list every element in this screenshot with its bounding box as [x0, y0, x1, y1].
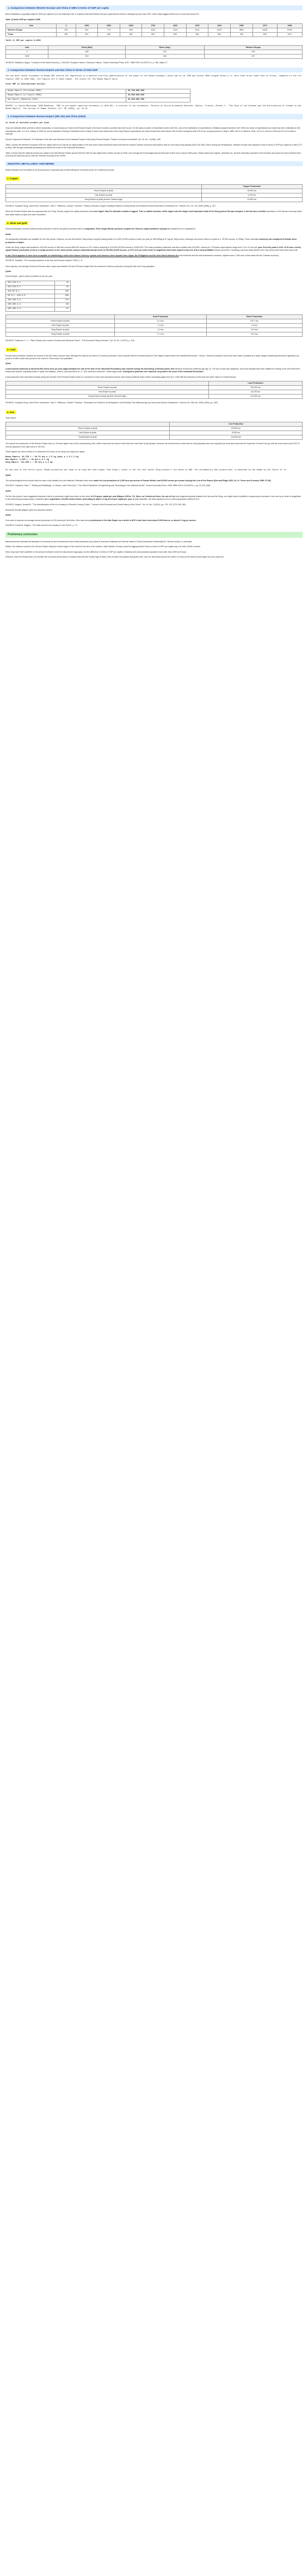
table-row: 100-200 A.D. 170 [6, 298, 71, 302]
paragraph: If we were to assume an average annual production of 100 tonnes per first office, then total annual production in the Han Empire as a whole in 8CE c'ouid have been about 5,000 tonnes, or about 0.1 kg per person. [5, 519, 196, 522]
table-row: Han Empire (Maddison 2010) 26,820,000,000 [6, 98, 190, 102]
quote-label: Quote [5, 270, 11, 273]
paragraph: Under the Song, output was boosted to 100,000 ounces or 966 and a record 880,000 ounces in 1017 before dropping to 215,000-220,000 ounces in 1049/1078. The most productive prefecture was then credited with 150,000+ ounces per 178 these output figures range from 3.4 to 11 tons per year. Even the peak in 1012, at 31 tons, merely equals Roman production levels in a single province in the same period, and pre-industrial annual levels of 100,000-10,000 ounces, or 37% of it, an entire order of magnitude lower than output in any one of the most profitable Roman provinces. If anything, precious metal yields in the Han period must have been lower still... [5, 246, 301, 252]
table-row: 200-300 A.D. 80 [6, 302, 71, 307]
paragraph: Rather, the evidence points to the Roman Empire being the richest region of the world for the time of its duration, while Western Europe would be lagging behind China in terms of GDP per capita only a bit later (1000) it seems. [5, 545, 201, 548]
table-row: Han Empire at peak 5,000 ton [6, 431, 303, 435]
iron-per-capita-calculation: Roman Empire: 84,750 t / 60-70 mio ▶ 1.5 kg (max) ▶ 1.4-1.2 kg Han Empire: 5,000 t / 58 mio ▶ 0.1 kg Song Empire: 114,000 t / 89 mio ▶ 1.2 kg [5, 456, 78, 464]
source-citation: SOURCE: Patterson, C. C.: "Silver Stocks and Losses in Ancient and Medieval Times", "The Economic History Review", Vol. 25, No. 2 (1972), p. 228 [5, 339, 134, 342]
paragraph: Table 2 shows that the national product per capita in the late Roman Empire around 300 AD (183 IU) was higher than China's as late as 1933, even though the technological gulf at that point of time was of about 2000 years. Steam ships and engines, electricity etc. all were obviously unknown to the Romans and could not have bolstered their economy the way they did so with the Chinese economy of the 1930s. [5, 151, 301, 157]
table-row: Song Empire at peak (at time Chinese high) 113,000 ton [6, 395, 303, 399]
table-caption: Table 1) World GDP per Capita 0-1998 [5, 18, 40, 21]
table-row: 300-400 A.D. 25 [6, 307, 71, 311]
paragraph: These figures we need to factor in to determine the focus of our study, the output per capita: [5, 451, 85, 453]
section-heading-1: 1. Comparison between Western Europe and China 0-1990 in terms of GDP per capita [5, 5, 303, 10]
paragraph: Since the Roman Empire was two populous than the Song, Roman copper per capita production was even higher than the absolute numbers suggest. This is notable because, while copper was the single most important metal of the Song period, Europe-compare, it did not have a similar importance in the Roman economy which was rather based on gold and silver circulation. [5, 210, 303, 216]
gdp-table: Year 0 1000 1500 1600 1700 1820 1870 1913 1950 1973 1998 Western Europe 576 440 774 894 1024 1023 3174 3473 4594 11534 17921 China 450 510 600 600 600 600 530 552 439 839 3117 [5, 23, 303, 37]
subheading-silver-gold: 2. Silver and gold [5, 221, 28, 225]
table-row: Song Empire at peak 17.1 ton 31.5 ton [6, 332, 303, 336]
paragraph: For the Han period I have suggested elsewhere that iron production might have been on the order of 0.5 kg per capita per year (Wagner 2001a: 71). Since, as I hinted out there, the use of iron has burgeoned greatly between the Han and the Song, one might read be justified in supposing an increase in iron use by an order of magnitude to the intervening thousand years. Hartwell's figure (equivalent: 114,000 metric tonnes, amounting to about 1.2 kg of iron per capita per year, is quite plausible, but these appears to be no direct guarantee evidence for it. [5, 495, 301, 501]
source-citation: SOURCE: Donald B. Wagner: "The state and the iron industry in Han China", p. 73 [5, 524, 77, 527]
paragraph: Table 1 shows the Western European GDP per capita (440) to be only by an eight smaller in the time when many historians would hold that the ancient Chinese economy had peaked, that is in the early Song dynasty (510). By 1500, that is during the Renaissance, Western Europe has outpaced China in terms of GDP per capita by a third (774 to 600), with the gap constantly increasing ever before the onset of the Industrial Revolution. [5, 143, 302, 149]
copper-table: Copper Production Rome Empire at peak 15,000 ton Han Empire at peak 4,700 ton Song Empire at peak (at time Chinese high) 13,000 ton [5, 184, 303, 202]
table-row: 1000 510 N/A 427 [6, 54, 303, 58]
paragraph: So now that on the fourth count, Roman production per head is as high and even higher than Song's, which is the the real center Song product's too needs to 80%. The contemporary Han product/one; is absorbed by the Roman by the factor of 12. [5, 469, 287, 471]
table-row: Song Empire at peak 114,000 ton [6, 435, 303, 440]
paragraph: However, since the thread does not consider the economic performance of classic India and the Golden Age of Islam, both of which too peaked during this time, even for this limited period the notion of China as the richest world region is as yet unproven. [5, 556, 224, 559]
subheading-lead: 3. Lead [5, 348, 17, 351]
source-citation: SOURCE: Sungmin Hong: Jean-Pierre Candelone, Clair C. Patterson, Claude F. Boutron: "Greenland Ice Evidence of Hemispheric Lead Pollution Two Millennia Ago by Greek and Roman Civilizations", Science Vol. 265, No. 5180 (1994), pp. 1841 [5, 402, 218, 404]
paragraph: Lead production then decreased sharply during the decline of the Roman Empire down to a minimum of only a few thousand tons per year during medieval times, before increasing again from A.D. 1000 with the discovery of the lead and silver mines of Central Europe. [5, 375, 237, 378]
table-row: Rome Empire at peak 750,000 ton [6, 386, 303, 390]
forum-post [0, 0, 308, 563]
table-row: 0 450 570 576 [6, 50, 303, 54]
table-row: Western Europe 576 440 774 894 1024 1023 3174 3473 4594 11534 17921 [6, 28, 303, 33]
table-row: 50 B.C.-100 A.D. 200 [6, 294, 71, 298]
section-heading-4: INDUSTRY, METALLURGY AND MINING [5, 161, 303, 166]
paragraph: In fact China appears to have been incapable of establishing a solid silver-based currency system until massive silver imports from Japan, the Philippines and the New World between the mid-sixteenth and the mid-seventeenth centuries, injected some 7,000 tons of this metal into the Chinese economy. [5, 254, 279, 257]
source-citation: SOURCE: Wagner, Donald B.: "The Administration of the Iron Industry in Eleventh-Century China", "Journal of the Economic and Social History of the Orient", Vol. 44, No. 2 (2001), pp. 175- 197 (175; 181-183) [5, 503, 186, 506]
paragraph: The annual iron production of the Roman Empire was ca. 16 times higher than of the contemporary Han, while it was lower by about a third than the much later Song Dynasty. However, we should keep in mind that the Song dynasty was more populous (in most accounts) than the Imperium, at least if we go with the former (low count 100-70 mio) as opposed to the high count of 120 mio. [5, 443, 300, 448]
table-row: Han Empire at peak 34,700 ton [6, 390, 303, 395]
paragraph: A pronounced maximum of about 80,000 metric tons per year (approximately the rate at the time of the Industrial Revolution) was reached during the flourishing of Roman power and influence around two millennia ago (fig. 4). The use of lead was ubiquitous, and most deposits that were suitable for mining in the Old World were known and worked, especially those in Spain, the Balkans, Greece, and Asia Minor (5, 7). This maximum marks the "oldest large-scale, hemispheric pollution ever reported, long before the onset of the Industrial Revolution... [5, 367, 300, 373]
section-heading-3: 3. Comparison between Roman Empire (300 AD) and China (1933) [5, 114, 303, 119]
conclusion-heading: Preliminary conclusion [5, 532, 303, 538]
source-citation: SOURCE: Craddock, Paul T.: "Mining and Metallurgy", in Oleson, John Peter (ed.): "The Oxford Handbook of Engineering and Technology in the Classical World", Oxford University Press, 2008, ISBN 978-0-19-518731-1, pp. 93-120 (108) [5, 484, 211, 487]
lead-table: Lead Production Rome Empire at peak 750,000 ton Han Empire at peak 34,700 ton Song Empire at peak (at time Chinese high) 113,000 ton [5, 381, 303, 399]
table-row: Roman Empire (Hiroshima 2005) 59,700,000,000 [6, 89, 190, 93]
total-gdp-table [5, 89, 190, 102]
table-row: 350-250 B.C. 45 [6, 281, 71, 285]
table-caption: Table 2) GDP per capita 0-1000 [5, 40, 41, 43]
table-caption: Total GDP in International Dollars [5, 83, 46, 86]
paragraph: Total output: [5, 416, 16, 419]
paragraph: The archaeological record shows that iron was a very familiar low-cost material. Estimates have been made for iron production of 2,250 tons per annum in Roman Britain, and 82,500 tonnes per annum through the rest of the Empire (Sim and Ridge 2002: 23, cf. Cleere and Crossley 1985: 57-86). [5, 479, 272, 482]
source-citation: SOURCE: Maddison, Angus: "Contours of the World Economy, 1-2030 AD: Essays in Macro- Economic History", Oxford University Press, 2007. ISBN 978-0-19-922721-1, p. 382, table A.7. [5, 61, 168, 64]
source-citation: SOURCE: Scheidel, "The monetary systems of the Han and Roman empires" 2009, p. 11 [5, 259, 83, 262]
source-citation: SOURCE: Lo Cascio/Malanima, 2009 Maddison, "GDP in pre-modern agrarian economies (1-1820 AD): a revision of the estimates", Rivista di Storia Economica Scheidel, Walter; Friesen, Steven J.: "The Size of the Economy and the Distribution of Income in the Roman Empire", The Journal of Roman Studies, Vol. 99 (2009), pp. 61-91 [5, 105, 301, 111]
paragraph: Voice (article), the average Greek and Roman silver output was between 90 and 100 times larger than the maximum Chinese production during the Han and Song dynasties. [5, 265, 155, 268]
gold-silver-table: Gold Production Silver Production Rome Empire at peak 11.4 ton 107.1 ton Han Empire at peak 1.2 ton 2.9 ton Tang Empire at peak 4.2 ton 10.6 ton Song Empire at peak 17.1 ton 31.5 ton [5, 314, 303, 337]
quote-label: Quote [5, 514, 11, 517]
paragraph: Only one estimate which permits a direct comparison of real product per head of the Roman Empire with that of modern countries has been found. On the basis of prices in Diocletian's edict of AD 301, and of the distribution of expenditures of Balkan peasant families in the 1920s the value of expenditures per adult has been estimated at 183 international units. In U.S.A. dollars of 1925-34. As the standard of living in Diocletian's time is likely to have been below that of the early Empire expenditures per adult should have been above 200 IU which compares with 375 IU per occupied person in Italy in 1850, 300 IU in Brazil in 1928, 110 IU in China in 1933 and 212 IU in India in 1867/68. [5, 127, 300, 136]
paragraph: Roman lead production reached an amount of 80,000 metric tons per year, although the authors are silent on Chinese production, they conclude that the Romans achieved "the largest output before the Industrial Revolution". Hence, Chinese production must have been lower, probably by a large margin considering that lead is typically a by-product of silver which was proved to be mined in China only in low quantities. [5, 354, 300, 360]
table-row: Rome Empire at peak 82,500 ton [6, 427, 303, 431]
gdp-table-2: Year China (Han) Rome (Imp.) Western Europe 0 450 570 576 1000 510 N/A 427 [5, 45, 303, 59]
source-citation: Source: Raymond Goldsmith: "An Estimate of the Size and Structure of the National Product of the Early Roman Empire", Review of Income and Wealth, Vol. 30, No. 3 (1984), 283. [5, 138, 161, 141]
paragraph: Below Maddison's population data for GDP per capita for the 1st millennium AD. It surprises that that Western Europe outperformed China in antiquity by more than 20%, while it later lagged behind by no more than about 5%. [5, 13, 200, 16]
quote-label: Quote [5, 362, 11, 365]
table-row: Song Empire at peak (at time Chinese high) 13,000 ton [6, 197, 303, 202]
paragraph: The two most recent estimates of Roman GDP confirm the impression of a massive overflow (monetization of the power of the Roman economy), which was by ca. 800 and around 4000 dropped below (i.e. more than three times that of China). Compared to the old figures (GDP in 2004 US$), the figures are 3 times higher. The totals for the Roman Empire were: [5, 75, 301, 81]
table-row: Han Empire at peak 1.2 ton 2.9 ton [6, 323, 303, 328]
paragraph: Roma Empire : gold & silver production in ton per year [5, 275, 53, 278]
table-row: Rome Empire at peak 11.4 ton 107.1 ton [6, 319, 303, 323]
source-citation: SOURCE: Sungmin Hong: Jean-Pierre Candelone, Clair C. Patterson, Claude F. Boutron: "History of Ancient Copper Smelting Pollution During Roman and Medieval Times Recorded in Greenland Ice", Science Vol. 272. No. 5259 (1996), p. 247 [5, 204, 216, 207]
paragraph: Roman production exceeds Chinese peak production of silver and gold by several orders of magnitude: Even single Roman producer surpass the Chinese output (whatever dynasty is considered for a comparison): [5, 228, 196, 231]
iron-table: Iron Production Rome Empire at peak 82,500 ton Han Empire at peak 5,000 ton Song Empire at peak 114,000 ton [5, 422, 303, 440]
subheading-copper: 1. Copper [5, 177, 20, 180]
table-row: 250-150 B.C. 55 [6, 285, 71, 289]
quote-label: Quote [5, 474, 11, 477]
paragraph: No comparable estimates are available for the Han period. However, we are told that the Tang empire enjoyed mining yields of 12,000-15,000 ounces of silver per year (or 450-500kg at 37 kg per Tang ounce), although one source refers to a yield of c. 25,000 ounces, or 930kg. These rates are extremely low compared to Roman silver production in Spain. [5, 238, 297, 244]
subheading: in terms of national product per head [5, 122, 49, 124]
section-heading-2: 2. Comparison between Roman Empire and Han China in terms of total GDP [5, 68, 303, 72]
gold-silver-history-table [5, 281, 71, 312]
subheading-iron: 4. Iron [5, 410, 16, 414]
table-row: China 450 510 600 600 600 600 530 552 439 839 3117 [6, 33, 303, 37]
table-row: Rome Empire at peak 15,000 ton [6, 189, 303, 193]
paragraph: Since may have been wealthier in the period in between since the data shows huge gaps, but the difference in terms of GDP per capita is relatively slim and probably surpassed much later than 1500 by Europe. [5, 550, 187, 553]
table-row: Tang Empire at peak 4.2 ton 10.6 ton [6, 328, 303, 332]
paragraph: Macroeconomic estimates by historians of economy as well as inferences from metal production by product of economic indicators tell that the notion of China having been historically the "richest country" is untenable. [5, 541, 193, 543]
paragraph: Elsewhere Donald Wagner gives the absolute number: [5, 509, 53, 511]
quote-label: Quote [5, 490, 11, 493]
paragraph: Metal extraction and circulation is by all accounts an important way of determining the economic power of a national economy. [5, 168, 115, 171]
table-row: 150-50 B.C. 100 [6, 289, 71, 294]
quote-label: Quote [5, 233, 11, 235]
table-row: Han Empire at peak 4,700 ton [6, 193, 303, 197]
table-row: Roman Empire (Lo Cascio 2009) 20,000,000,000 [6, 93, 190, 98]
